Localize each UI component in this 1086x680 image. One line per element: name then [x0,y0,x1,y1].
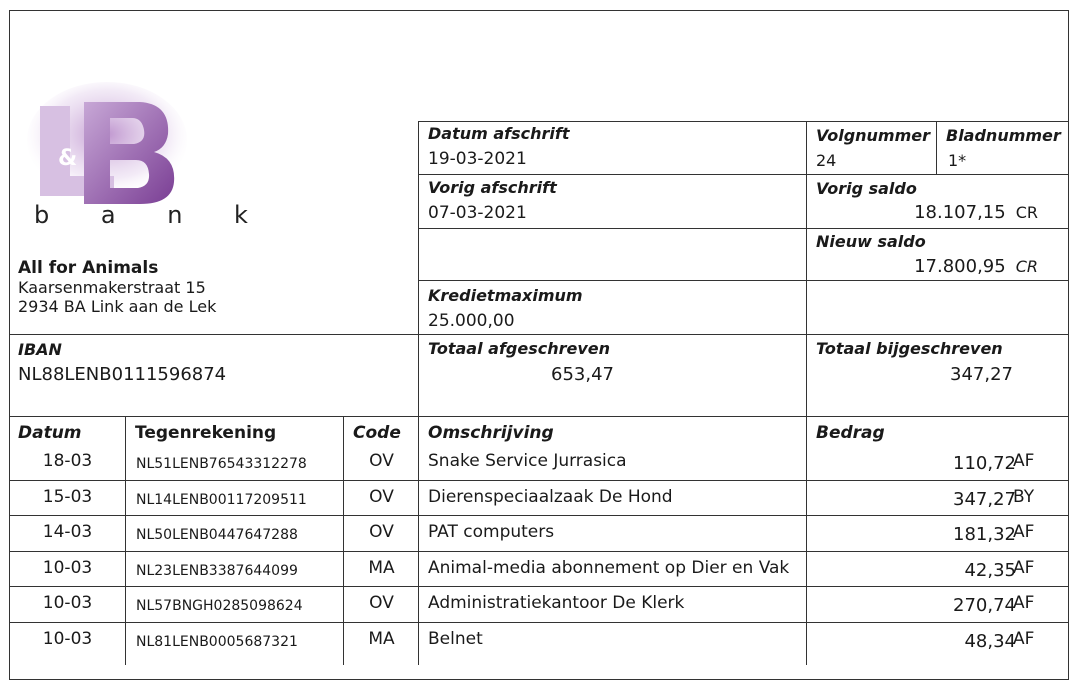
cell-type: AF [1013,522,1035,542]
nieuw-saldo-label: Nieuw saldo [816,232,926,251]
cell-code: OV [369,593,394,613]
cell-omschrijving: Belnet [428,628,483,649]
grid-line [10,416,1068,417]
cell-type: BY [1013,486,1035,507]
cell-code: OV [369,522,394,542]
address-city: 2934 BA Link aan de Lek [18,297,217,316]
cell-bedrag: 42,35 [964,559,1016,581]
cell-type: AF [1013,557,1035,578]
company-address [18,258,216,316]
vorig-afschrift-label: Vorig afschrift [428,178,557,197]
cell-tegenrekening: NL14LENB00117209511 [136,491,307,508]
bank-wordmark: b a n k [34,201,270,229]
cell-type: AF [1013,628,1035,649]
volgnummer-value: 24 [816,151,837,170]
col-header-bedrag: Bedrag [816,423,885,443]
totaal-afgeschreven-value: 653,47 [551,364,614,385]
totaal-bijgeschreven-label: Totaal bijgeschreven [816,339,1003,358]
col-header-omschrijving: Omschrijving [428,423,554,443]
vorig-saldo-value-wrap [820,202,1038,223]
table-row [10,587,1068,623]
cell-type: AF [1013,593,1035,613]
cell-datum: 10-03 [42,557,93,578]
cell-omschrijving: PAT computers [428,522,555,542]
cell-code: MA [368,628,395,649]
nieuw-saldo-value: 17.800,95 [914,256,1006,277]
iban-value: NL88LENB0111596874 [18,364,227,385]
cell-tegenrekening: NL50LENB0447647288 [136,527,298,543]
col-header-datum: Datum [18,423,82,443]
grid-line [936,121,937,174]
grid-line [418,228,1068,229]
cell-omschrijving: Snake Service Jurrasica [428,451,627,471]
cell-bedrag: 181,32 [953,524,1016,545]
table-row [10,445,1068,481]
cell-type: AF [1013,451,1035,471]
cell-tegenrekening: NL57BNGH0285098624 [136,598,303,614]
cell-bedrag: 347,27 [953,488,1016,510]
grid-line [806,121,807,334]
nieuw-saldo-unit: CR [1015,257,1038,276]
logo-ampersand: & [58,146,78,171]
col-header-code: Code [353,423,401,443]
cell-omschrijving: Administratiekantoor De Klerk [428,593,685,613]
grid-line [418,174,1068,175]
table-row [10,516,1068,552]
grid-line [418,280,1068,281]
cell-code: MA [368,557,395,578]
totaal-afgeschreven-label: Totaal afgeschreven [428,339,611,358]
cell-tegenrekening: NL23LENB3387644099 [136,562,298,579]
datum-afschrift-value: 19-03-2021 [428,149,527,169]
vorig-afschrift-value: 07-03-2021 [428,203,527,223]
cell-tegenrekening: NL81LENB0005687321 [136,633,298,650]
cell-datum: 14-03 [42,522,93,542]
cell-omschrijving: Dierenspeciaalzaak De Hond [428,486,673,507]
kredietmaximum-label: Kredietmaximum [428,286,583,305]
iban-label: IBAN [18,340,62,359]
bladnummer-label: Bladnummer [946,126,1061,145]
grid-line [10,334,1068,335]
cell-bedrag: 270,74 [953,595,1016,616]
nieuw-saldo-value-wrap [820,256,1038,277]
bladnummer-value: 1* [948,151,967,170]
cell-code: OV [369,451,394,471]
address-street: Kaarsenmakerstraat 15 [18,278,206,297]
table-row [10,481,1068,517]
cell-datum: 15-03 [42,486,93,507]
cell-bedrag: 110,72 [953,453,1016,474]
cell-code: OV [369,486,394,507]
totaal-bijgeschreven-value: 347,27 [950,364,1013,385]
datum-afschrift-label: Datum afschrift [428,124,570,143]
grid-line [418,121,1068,122]
vorig-saldo-value: 18.107,15 [914,202,1006,223]
vorig-saldo-label: Vorig saldo [816,179,917,198]
cell-bedrag: 48,34 [964,630,1016,652]
cell-datum: 10-03 [42,628,93,649]
vorig-saldo-unit: CR [1015,203,1038,222]
cell-omschrijving: Animal-media abonnement op Dier en Vak [428,557,790,578]
kredietmaximum-value: 25.000,00 [428,311,515,331]
company-name: All for Animals [18,258,159,278]
table-row [10,552,1068,588]
table-row [10,623,1068,659]
col-header-tegenrekening: Tegenrekening [135,423,277,443]
cell-tegenrekening: NL51LENB76543312278 [136,456,307,472]
cell-datum: 18-03 [42,451,93,471]
cell-datum: 10-03 [42,593,93,613]
volgnummer-label: Volgnummer [816,126,931,145]
